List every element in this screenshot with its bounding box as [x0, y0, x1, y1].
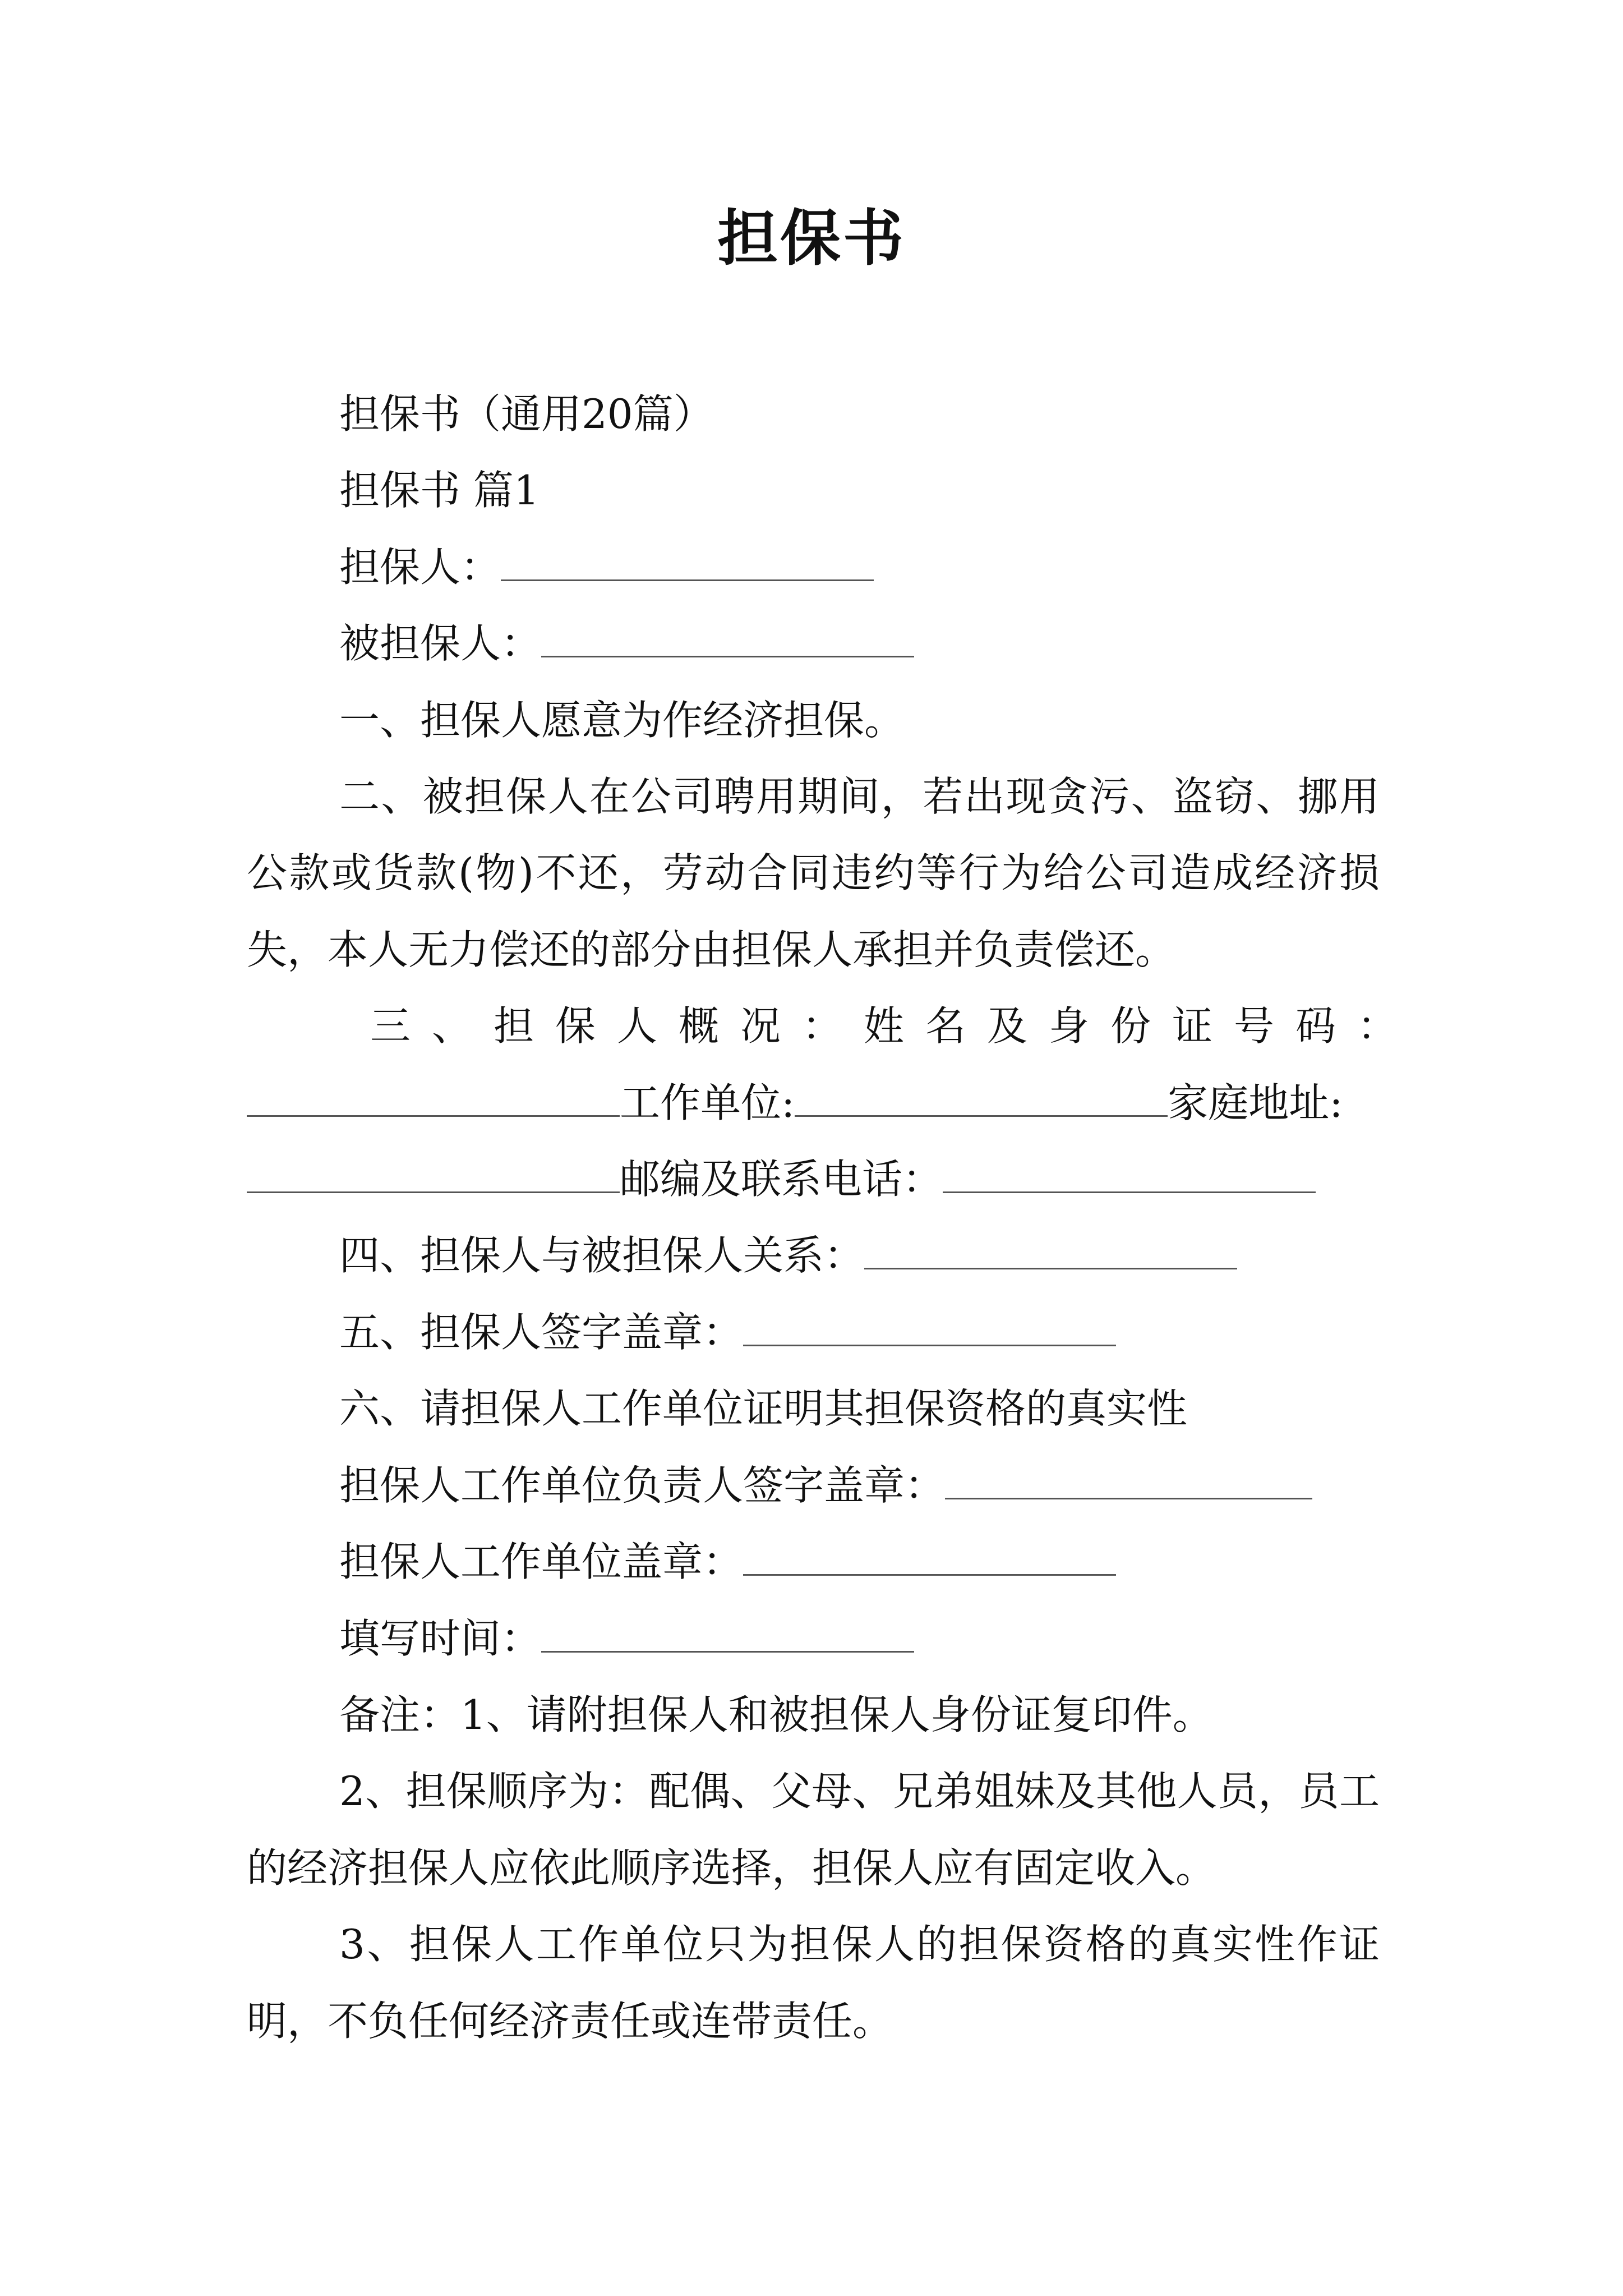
guaranteed-blank[interactable] — [541, 622, 914, 657]
fill-time-label: 填写时间： — [339, 1614, 542, 1662]
phone-label: 邮编及联系电话： — [620, 1156, 943, 1203]
item6-text: 六、请担保人工作单位证明其担保资格的真实性 — [339, 1385, 1188, 1433]
work-unit-blank[interactable] — [795, 1082, 1168, 1117]
note2-text: 2、担保顺序为：配偶、父母、兄弟姐妹及其他人员，员工的经济担保人应依此顺序选择，担保人应有固定收入。 — [247, 1768, 1380, 1892]
guarantor-sign-blank[interactable] — [743, 1311, 1116, 1346]
phone-blank[interactable] — [943, 1158, 1316, 1193]
relationship-blank[interactable] — [864, 1234, 1237, 1269]
item6-line — [247, 1370, 1380, 1447]
home-address-blank[interactable] — [247, 1158, 620, 1193]
guaranteed-line — [247, 605, 1380, 682]
item3-head-line — [247, 988, 1419, 1064]
item5-line — [247, 1294, 1380, 1370]
unit-seal-line — [247, 1524, 1380, 1600]
item2-paragraph — [247, 758, 1380, 988]
guarantor-sign-label: 五、担保人签字盖章： — [339, 1308, 744, 1356]
unit-seal-label: 担保人工作单位盖章： — [339, 1538, 744, 1586]
note3-text: 3、担保人工作单位只为担保人的担保资格的真实性作证明，不负任何经济责任或连带责任。 — [247, 1921, 1380, 2045]
item4-line — [247, 1217, 1380, 1294]
fill-time-line — [247, 1600, 1380, 1677]
item1-line — [247, 682, 1380, 758]
document-title: 担保书 — [717, 203, 906, 274]
leader-sign-label: 担保人工作单位负责人签字盖章： — [339, 1461, 946, 1509]
guarantor-blank[interactable] — [501, 546, 874, 581]
note2-paragraph — [247, 1753, 1380, 1906]
subtitle-line — [247, 376, 1380, 452]
document-body — [247, 376, 1419, 2059]
item2-text: 二、被担保人在公司聘用期间，若出现贪污、盗窃、挪用公款或货款(物)不还，劳动合同违约等行为给公司造成经济损失，本人无力偿还的部分由担保人承担并负责偿还。 — [247, 773, 1380, 973]
item1-text: 一、担保人愿意为作经济担保。 — [339, 696, 905, 744]
guaranteed-label: 被担保人： — [339, 620, 542, 668]
section-text: 担保书 篇1 — [339, 467, 540, 514]
guarantor-label: 担保人： — [339, 543, 501, 591]
work-unit-label: 工作单位: — [620, 1079, 795, 1126]
item3-work-line — [247, 1065, 1380, 1141]
home-address-label: 家庭地址: — [1168, 1079, 1343, 1126]
id-number-blank[interactable] — [247, 1082, 620, 1117]
item3-phone-line — [247, 1141, 1380, 1217]
guarantor-line — [247, 529, 1380, 605]
note1-text: 备注：1、请附担保人和被担保人身份证复印件。 — [339, 1691, 1213, 1738]
leader-sign-line — [247, 1447, 1380, 1524]
note1-line — [247, 1677, 1380, 1753]
note3-paragraph — [247, 1906, 1380, 2059]
fill-time-blank[interactable] — [541, 1617, 914, 1653]
item3-head-text: 三、担保人概况：姓名及身份证号码： — [370, 1002, 1419, 1050]
unit-seal-blank[interactable] — [743, 1540, 1116, 1576]
subtitle-text: 担保书（通用20篇） — [339, 390, 714, 438]
section-line — [247, 452, 1380, 528]
relationship-label: 四、担保人与被担保人关系： — [339, 1232, 865, 1280]
leader-sign-blank[interactable] — [945, 1464, 1312, 1499]
